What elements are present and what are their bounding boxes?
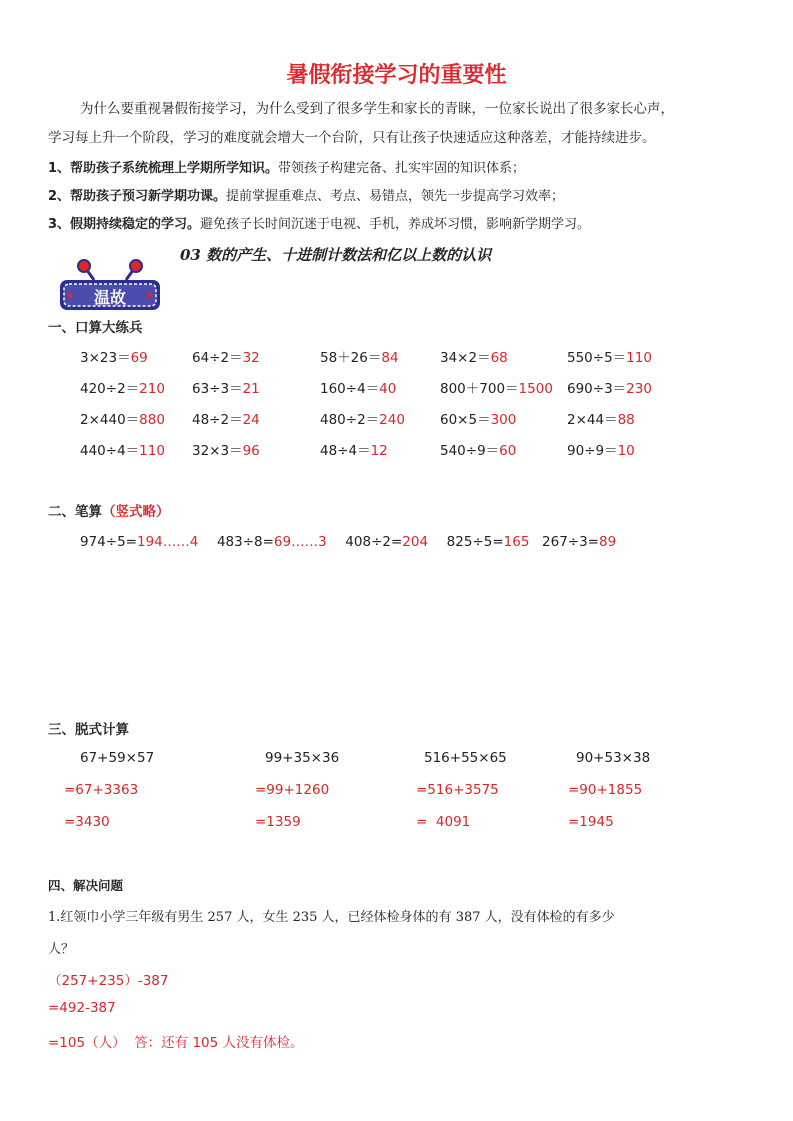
mental-item — [192, 377, 260, 397]
mental-question: 3×23＝ — [80, 350, 131, 366]
section-4-heading: 四、解决问题 — [48, 878, 124, 893]
mental-item — [320, 346, 399, 366]
mental-answer: 88 — [617, 412, 635, 428]
mental-answer: 240 — [379, 412, 405, 428]
section-3-heading: 三、脱式计算 — [48, 722, 129, 738]
mental-item — [320, 377, 396, 397]
solution-step-3 — [48, 1031, 304, 1051]
step-1-2: =3430 — [64, 814, 110, 830]
review-badge-label: 温故 — [93, 288, 126, 307]
mental-answer: 110 — [626, 350, 652, 366]
review-badge — [58, 258, 162, 312]
mental-answer: 210 — [139, 381, 165, 397]
mental-question: 690÷3＝ — [567, 381, 627, 397]
intro-line-1: 为什么要重视暑假衔接学习，为什么受到了很多学生和家长的青睐，一位家长说出了很多家长心声， — [80, 101, 674, 117]
written-q-3: 408÷2= — [345, 534, 403, 550]
mental-answer: 68 — [490, 350, 508, 366]
mental-item — [320, 408, 405, 428]
mental-answer: 69 — [130, 350, 148, 366]
mental-item — [192, 346, 260, 366]
bullet-2-text: 提前掌握重难点、考点、易错点，领先一步提高学习效率； — [226, 189, 565, 204]
mental-item — [80, 408, 165, 428]
mental-answer: 1500 — [518, 381, 553, 397]
mental-item — [80, 377, 165, 397]
mental-item — [567, 346, 652, 366]
mental-question: 440÷4＝ — [80, 443, 140, 459]
written-q-1: 974÷5= — [80, 534, 137, 550]
bullet-3-text: 避免孩子长时间沉迷于电视、手机，养成坏习惯，影响新学期学习。 — [200, 217, 591, 232]
written-q-2: 483÷8= — [216, 534, 274, 550]
mental-question: 48÷2＝ — [192, 412, 243, 428]
section-2-note: （竖式略） — [102, 504, 170, 520]
mental-question: 63÷3＝ — [192, 381, 243, 397]
bullet-3-lead: 3、假期持续稳定的学习。 — [48, 217, 201, 232]
intro-line-2: 学习每上升一个阶段，学习的难度就会增大一个台阶，只有让孩子快速适应这种落差，才能持续进步。 — [48, 130, 656, 146]
mental-question: 540÷9＝ — [440, 443, 500, 459]
bullet-1-lead: 1、帮助孩子系统梳理上学期所学知识。 — [48, 161, 279, 176]
mental-item — [440, 346, 508, 366]
step-3-1: =516+3575 — [416, 782, 499, 798]
written-calc-row — [80, 534, 616, 550]
lesson-subtitle: 03 数的产生、十进制计数法和亿以上数的认识 — [180, 246, 492, 264]
mental-answer: 110 — [139, 443, 165, 459]
step-4-1: =90+1855 — [568, 782, 643, 798]
step-3-2: = 4091 — [416, 814, 471, 830]
solution-result: =105（人） — [48, 1035, 126, 1051]
mental-item — [192, 439, 260, 459]
bullet-3 — [48, 213, 590, 232]
section-2-heading — [48, 500, 170, 520]
mental-item — [320, 439, 388, 459]
mental-question: 160÷4＝ — [320, 381, 380, 397]
mental-question: 64÷2＝ — [192, 350, 243, 366]
mental-item — [440, 377, 553, 397]
mental-answer: 12 — [370, 443, 388, 459]
mental-question: 60×5＝ — [440, 412, 491, 428]
step-expr-1: 67+59×57 — [80, 750, 155, 766]
mental-question: 2×440＝ — [80, 412, 140, 428]
problem-1-line-1: 1.红领巾小学三年级有男生 257 人，女生 235 人，已经体检身体的有 387 人，没有体检的有多少 — [48, 910, 615, 925]
mental-item — [567, 377, 652, 397]
mental-question: 420÷2＝ — [80, 381, 140, 397]
mental-question: 58＋26＝ — [320, 350, 382, 366]
step-expr-3: 516+55×65 — [424, 750, 507, 766]
mental-item — [440, 408, 516, 428]
written-q-5: 267÷3= — [542, 534, 599, 550]
mental-answer: 230 — [626, 381, 652, 397]
bullet-1 — [48, 157, 525, 176]
mental-answer: 96 — [242, 443, 260, 459]
mental-answer: 24 — [242, 412, 260, 428]
step-1-1: =67+3363 — [64, 782, 139, 798]
step-2-2: =1359 — [255, 814, 301, 830]
written-a-4: 165 — [503, 534, 530, 550]
mental-question: 34×2＝ — [440, 350, 491, 366]
mental-question: 800＋700＝ — [440, 381, 519, 397]
mental-item — [192, 408, 260, 428]
solution-answer: 答：还有 105 人没有体检。 — [125, 1035, 304, 1051]
step-expr-4: 90+53×38 — [576, 750, 651, 766]
mental-question: 480÷2＝ — [320, 412, 380, 428]
section-1-heading: 一、口算大练兵 — [48, 320, 143, 336]
mental-question: 90÷9＝ — [567, 443, 618, 459]
step-2-1: =99+1260 — [255, 782, 330, 798]
mental-answer: 84 — [381, 350, 399, 366]
step-4-2: =1945 — [568, 814, 614, 830]
mental-answer: 21 — [242, 381, 260, 397]
mental-item — [567, 439, 635, 459]
solution-step-1: （257+235）-387 — [48, 973, 169, 989]
problem-1-line-2: 人？ — [48, 942, 75, 957]
written-q-4: 825÷5= — [446, 534, 504, 550]
written-a-5: 89 — [599, 534, 617, 550]
mental-answer: 300 — [490, 412, 517, 428]
step-expr-2: 99+35×36 — [265, 750, 340, 766]
mental-answer: 40 — [379, 381, 397, 397]
mental-question: 48÷4＝ — [320, 443, 371, 459]
page-title: 暑假衔接学习的重要性 — [286, 63, 507, 88]
mental-answer: 10 — [617, 443, 635, 459]
bullet-1-text: 带领孩子构建完备、扎实牢固的知识体系； — [278, 161, 526, 176]
mental-item — [440, 439, 516, 459]
mental-answer: 60 — [499, 443, 517, 459]
mental-item — [567, 408, 635, 428]
mental-answer: 32 — [242, 350, 260, 366]
written-a-2: 69……3 — [273, 534, 327, 550]
written-a-3: 204 — [402, 534, 429, 550]
mental-question: 550÷5＝ — [567, 350, 627, 366]
section-2-title: 二、笔算 — [48, 504, 102, 520]
mental-item — [80, 346, 148, 366]
bullet-2-lead: 2、帮助孩子预习新学期功课。 — [48, 189, 227, 204]
written-a-1: 194……4 — [136, 534, 199, 550]
mental-question: 2×44＝ — [567, 412, 618, 428]
mental-answer: 880 — [139, 412, 165, 428]
mental-question: 32×3＝ — [192, 443, 243, 459]
mental-item — [80, 439, 165, 459]
bullet-2 — [48, 185, 564, 204]
solution-step-2: =492-387 — [48, 1000, 116, 1016]
